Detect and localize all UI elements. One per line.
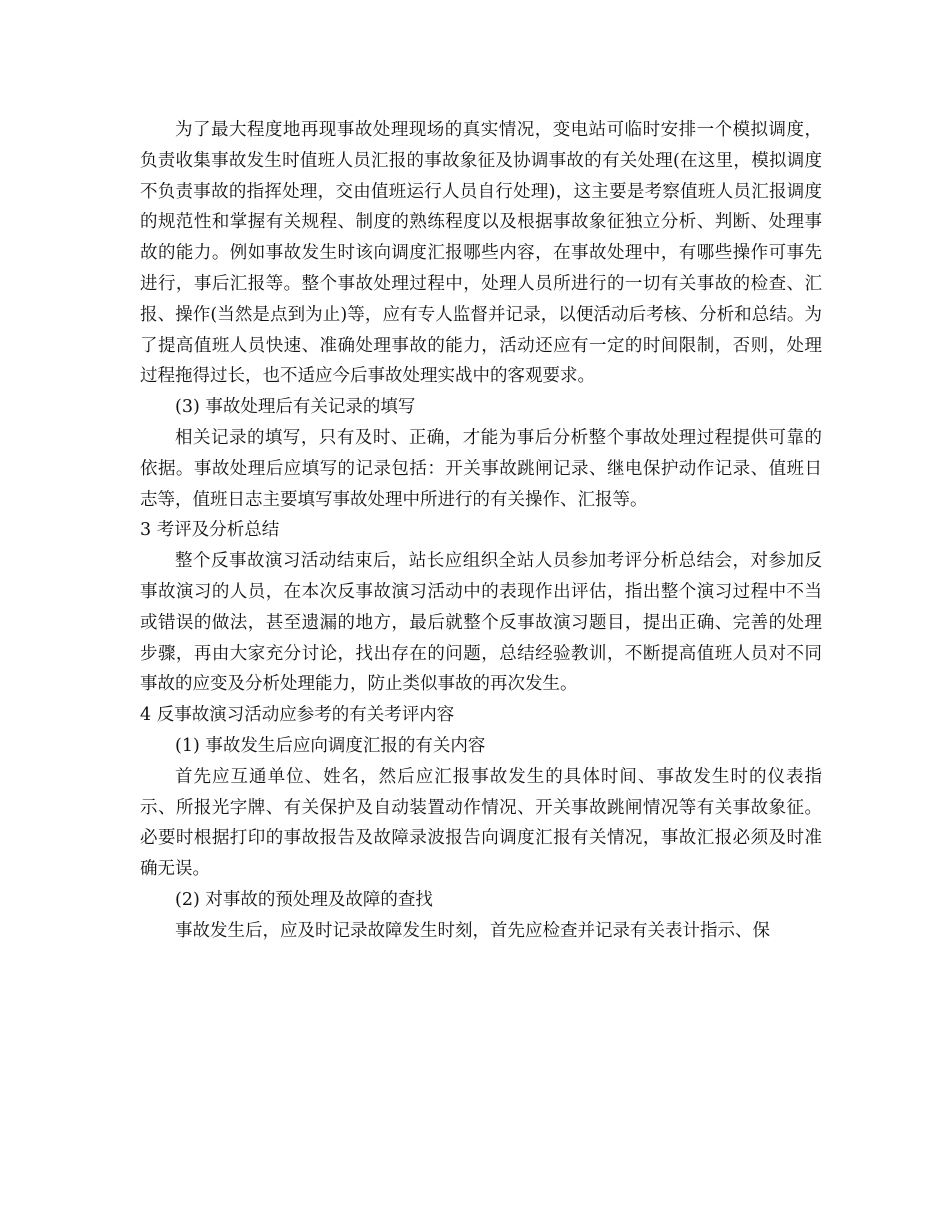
document-body	[140, 115, 822, 947]
section-heading-evaluation: 3 考评及分析总结	[140, 520, 280, 541]
section-heading-evaluation-content: 4 反事故演习活动应参考的有关考评内容	[140, 705, 455, 726]
paragraph-preprocessing: 事故发生后，应及时记录故障发生时刻，首先应检查并记录有关表计指示、保	[175, 920, 770, 941]
paragraph-simulated-dispatch: 为了最大程度地再现事故处理现场的真实情况，变电站可临时安排一个模拟调度，负责收集事故发生时值班人员汇报的事故象征及协调事故的有关处理(在这里，模拟调度不负责事故的指挥处理，交由值班运行人员自行处理)，这主要是考察值班人员汇报调度的规范性和掌握有关规程、制度的熟练程度以及根据事故象征独立分析、判断、处理事故的能力。例如事故发生时该向调度汇报哪些内容，在事故处理中，有哪些操作可事先进行，事后汇报等。整个事故处理过程中，处理人员所进行的一切有关事故的检查、汇报、操作(当然是点到为止)等，应有专人监督并记录，以便活动后考核、分析和总结。为了提高值班人员快速、准确处理事故的能力，活动还应有一定的时间限制，否则，处理过程拖得过长，也不适应今后事故处理实战中的客观要求。	[140, 120, 822, 387]
paragraph-records: 相关记录的填写，只有及时、正确，才能为事后分析整个事故处理过程提供可靠的依据。事故处理后应填写的记录包括：开关事故跳闸记录、继电保护动作记录、值班日志等，值班日志主要填写事故处理中所进行的有关操作、汇报等。	[140, 427, 822, 510]
subheading-records-after-accident: (3) 事故处理后有关记录的填写	[175, 397, 416, 418]
subheading-preprocessing-fault-finding: (2) 对事故的预处理及故障的查找	[175, 889, 433, 910]
paragraph-evaluation-summary: 整个反事故演习活动结束后，站长应组织全站人员参加考评分析总结会，对参加反事故演习的人员，在本次反事故演习活动中的表现作出评估，指出整个演习过程中不当或错误的做法，甚至遗漏的地方，最后就整个反事故演习题目，提出正确、完善的处理步骤，再由大家充分讨论，找出存在的问题，总结经验教训，不断提高值班人员对不同事故的应变及分析处理能力，防止类似事故的再次发生。	[140, 551, 822, 695]
paragraph-report-content: 首先应互通单位、姓名，然后应汇报事故发生的具体时间、事故发生时的仪表指示、所报光字牌、有关保护及自动装置动作情况、开关事故跳闸情况等有关事故象征。必要时根据打印的事故报告及故障录波报告向调度汇报有关情况，事故汇报必须及时准确无误。	[140, 766, 822, 880]
subheading-report-to-dispatch: (1) 事故发生后应向调度汇报的有关内容	[175, 735, 486, 756]
